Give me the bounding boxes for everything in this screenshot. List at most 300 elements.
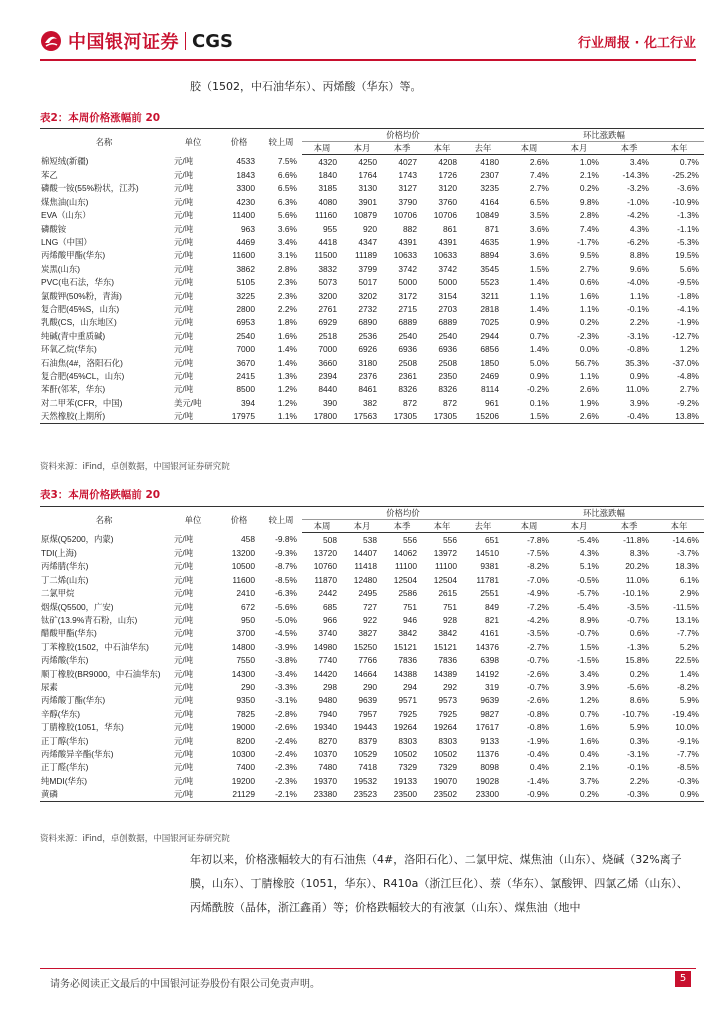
row-name-cell: EVA（山东） [41, 210, 91, 221]
table-cell: 849 [485, 601, 499, 612]
table-row [40, 262, 704, 275]
table-cell: 元/吨 [174, 344, 194, 355]
table-row [40, 222, 704, 235]
table-cell: -7.8% [527, 534, 549, 545]
table-cell: 1.2% [679, 344, 699, 355]
table-cell: 19028 [475, 775, 499, 786]
table-cell: 元/吨 [174, 615, 194, 626]
table-cell: 3120 [438, 183, 457, 194]
table-cell: 7766 [358, 655, 377, 666]
table-cell: -2.3% [275, 762, 297, 773]
th-price: 价格 [218, 129, 260, 155]
table-cell: 14407 [353, 548, 377, 559]
table-cell: -4.2% [627, 210, 649, 221]
th-chg-group: 环比涨跌幅 [504, 129, 704, 142]
table-cell: 2307 [480, 170, 499, 181]
table-cell: 2.3% [277, 290, 297, 301]
table-cell: -1.0% [627, 196, 649, 207]
table-cell: 元/吨 [174, 681, 194, 692]
table-cell: -5.6% [627, 681, 649, 692]
row-name-cell: TDI(上海) [41, 548, 77, 559]
row-name-cell: 环氧乙烷(华东) [41, 344, 97, 355]
table-cell: -2.6% [275, 722, 297, 733]
table-row [40, 182, 704, 195]
table-cell: 10849 [475, 210, 499, 221]
row-name-cell: 尿素 [41, 681, 58, 692]
table-cell: 3202 [358, 290, 377, 301]
table-cell: -2.3% [275, 775, 297, 786]
th-avg-group: 价格均价 [302, 129, 504, 142]
table2-source: 资料来源：iFind，卓创数据，中国银河证券研究院 [40, 462, 230, 472]
table-cell: 1.2% [277, 397, 297, 408]
row-name-cell: 氯酸钾(50%粉，青海) [41, 290, 122, 301]
table-cell: -9.1% [677, 735, 699, 746]
table-cell: -9.8% [275, 534, 297, 545]
table-cell: 920 [363, 223, 377, 234]
table-cell: 元/吨 [174, 237, 194, 248]
page-number: 5 [675, 971, 691, 987]
table-cell: 1.6% [277, 330, 297, 341]
table-cell: 7329 [398, 762, 417, 773]
table-row [40, 316, 704, 329]
table-cell: -1.9% [527, 735, 549, 746]
table-cell: -5.4% [577, 601, 599, 612]
table-cell: 290 [241, 681, 255, 692]
table-cell: 7400 [236, 762, 255, 773]
table-cell: 4.3% [629, 223, 649, 234]
table-cell: -1.9% [677, 317, 699, 328]
table-cell: -9.2% [677, 397, 699, 408]
table-cell: 17305 [422, 409, 462, 423]
table-cell: 6936 [398, 344, 417, 355]
table-cell: -0.8% [527, 708, 549, 719]
table-cell: 1.4% [277, 344, 297, 355]
table-cell: 10502 [393, 748, 417, 759]
table-cell: 1726 [438, 170, 457, 181]
table-cell: 727 [363, 601, 377, 612]
table-cell: 元/吨 [174, 277, 194, 288]
row-name-cell: 苯酐(邻苯，华东) [41, 384, 106, 395]
table-cell: 元/吨 [174, 317, 194, 328]
table-cell: 元/吨 [174, 290, 194, 301]
table-cell: 2350 [438, 370, 457, 381]
table-cell: 17800 [302, 409, 342, 423]
table-cell: 元/吨 [168, 787, 218, 801]
table-cell: -2.4% [275, 735, 297, 746]
table-cell: 3832 [318, 263, 337, 274]
table-cell: 14062 [393, 548, 417, 559]
table-cell: 5.2% [679, 641, 699, 652]
footer-divider [40, 968, 696, 969]
table-cell: 4230 [236, 196, 255, 207]
table-cell: 2586 [398, 588, 417, 599]
table-cell: 1840 [318, 170, 337, 181]
table-row [40, 560, 704, 573]
table-row [40, 680, 704, 693]
table-cell: 元/吨 [174, 628, 194, 639]
table-cell: 2518 [318, 330, 337, 341]
table-cell: 2540 [438, 330, 457, 341]
table-cell: 5.9% [679, 695, 699, 706]
table-cell: 4027 [398, 156, 417, 167]
table-cell: 950 [241, 615, 255, 626]
table-cell: -5.0% [275, 615, 297, 626]
table-cell: 882 [403, 223, 417, 234]
table-cell: 11160 [314, 210, 337, 221]
table-cell: 0.6% [579, 277, 599, 288]
table-cell: 19000 [231, 722, 255, 733]
table-cell: 872 [403, 397, 417, 408]
table-cell: -10.7% [622, 708, 649, 719]
table-cell: 13972 [433, 548, 457, 559]
table-cell: 1.1% [629, 290, 649, 301]
row-name-cell: 磷酸一铵(55%粉状，江苏) [41, 183, 139, 194]
table-cell: -5.4% [577, 534, 599, 545]
table-cell: 1.2% [277, 384, 297, 395]
table-cell: 0.9% [629, 370, 649, 381]
table-row [40, 707, 704, 720]
table-cell: 4.3% [579, 548, 599, 559]
table-cell: 458 [241, 534, 255, 545]
table-cell: 2361 [398, 370, 417, 381]
table-cell: 3740 [318, 628, 337, 639]
table-cell: 11.0% [625, 384, 649, 395]
table-cell: 11418 [354, 561, 377, 572]
logo-cn-text: 中国银河证券 [68, 32, 179, 53]
table-cell: -4.8% [677, 370, 699, 381]
table-cell: 11100 [394, 561, 417, 572]
table-cell: 922 [363, 615, 377, 626]
row-name-cell: 正丁醇(华东) [41, 735, 89, 746]
table-row [40, 667, 704, 680]
table-cell: -2.7% [527, 641, 549, 652]
table-cell: -0.4% [527, 748, 549, 759]
table-row [40, 720, 704, 733]
table-cell: 2540 [236, 330, 255, 341]
table-cell: 14420 [313, 668, 337, 679]
table-cell: 19.5% [675, 250, 699, 261]
table-cell: -3.8% [275, 655, 297, 666]
table-cell: 元/吨 [174, 655, 194, 666]
table-row [40, 383, 704, 396]
table-cell: 4418 [318, 237, 337, 248]
table-row [40, 302, 704, 315]
table-row [40, 787, 704, 801]
table-cell: 13720 [313, 548, 337, 559]
table-cell: 0.1% [529, 397, 549, 408]
table-cell: 6.5% [277, 183, 297, 194]
row-name-cell: 丙烯酸(华东) [41, 655, 89, 666]
table-cell: 4250 [358, 156, 377, 167]
table-cell: 1.9% [579, 397, 599, 408]
th-name: 名称 [40, 129, 168, 155]
table-cell: 0.2% [579, 183, 599, 194]
table-cell: 2536 [358, 330, 377, 341]
table-cell: 4080 [318, 196, 337, 207]
table-cell: 18.3% [675, 561, 699, 572]
th-avg-col: 本季 [382, 142, 422, 155]
table-cell: 685 [323, 601, 337, 612]
table-cell: 元/吨 [174, 357, 194, 368]
table-cell: 35.3% [625, 357, 649, 368]
table-cell: 3700 [236, 628, 255, 639]
th-chg-col: 本年 [654, 142, 704, 155]
table-cell: 3185 [318, 183, 337, 194]
table-row [40, 774, 704, 787]
table-cell: 8270 [318, 735, 337, 746]
table-cell: 元/吨 [174, 588, 194, 599]
table-cell: 19370 [313, 775, 337, 786]
table-cell: -0.2% [527, 384, 549, 395]
table-cell: 2761 [318, 303, 337, 314]
table-cell: 0.7% [579, 708, 599, 719]
table-cell: -3.4% [275, 668, 297, 679]
table-cell: 元/吨 [174, 303, 194, 314]
table2-price-rise [40, 128, 704, 424]
table-cell: 7957 [358, 708, 377, 719]
table-cell: -0.7% [627, 615, 649, 626]
table-cell: 11870 [314, 574, 337, 585]
table-cell: 8.8% [629, 250, 649, 261]
row-name-cell: 丁苯橡胶(1502，中石油华东) [41, 641, 149, 652]
table-cell: 元/吨 [168, 409, 218, 423]
table-cell: 294 [403, 681, 417, 692]
row-name-cell: 丙烯酸丁酯(华东) [41, 695, 106, 706]
bottom-paragraph: 年初以来，价格涨幅较大的有石油焦（4#，洛阳石化）、二氯甲烷、煤焦油（山东）、烧碱（32%离子膜，山东）、丁腈橡胶（1051，华东）、R410a（浙江巨化）、萘（华东）、氯酸钾、四氯乙烯（山东）、丙烯酰胺（晶体，浙江鑫甬）等；价格跌幅较大的有液氯（山东）、煤焦油（地中 [190, 853, 688, 914]
table-cell: -0.4% [604, 409, 654, 423]
row-name-cell: 棉短绒(新疆) [41, 156, 89, 167]
row-name-cell: 黄磷 [40, 787, 168, 801]
table-cell: -3.5% [527, 628, 549, 639]
table-cell: 元/吨 [174, 722, 194, 733]
table-cell: 3790 [398, 196, 417, 207]
table-cell: 元/吨 [174, 548, 194, 559]
table-row [40, 396, 704, 409]
table-cell: 751 [443, 601, 457, 612]
table-cell: 8461 [358, 384, 377, 395]
table-cell: 11376 [476, 748, 499, 759]
table-cell: 5073 [318, 277, 337, 288]
table-row [40, 249, 704, 262]
table-cell: 6953 [236, 317, 255, 328]
table-cell: 8200 [236, 735, 255, 746]
table-cell: 5.6% [277, 210, 297, 221]
row-name-cell: 石油焦(4#，洛阳石化) [41, 357, 123, 368]
table-cell: -7.5% [527, 548, 549, 559]
table-cell: 2.2% [277, 303, 297, 314]
table-cell: -0.8% [527, 722, 549, 733]
table-cell: 390 [323, 397, 337, 408]
table-cell: 5000 [438, 277, 457, 288]
table-cell: 元/吨 [174, 748, 194, 759]
table-cell: 3211 [480, 290, 499, 301]
table-cell: 3.6% [529, 223, 549, 234]
table-cell: 11600 [232, 250, 255, 261]
table-cell: 19264 [393, 722, 417, 733]
table-cell: 3225 [236, 290, 255, 301]
table-cell: -8.7% [275, 561, 297, 572]
table-cell: 14388 [393, 668, 417, 679]
table-cell: -9.3% [275, 548, 297, 559]
table-cell: 2818 [480, 303, 499, 314]
table-cell: 7.4% [529, 170, 549, 181]
table-row [40, 546, 704, 559]
row-name-cell: 复合肥(45%S，山东) [41, 303, 120, 314]
table-cell: 1.6% [579, 722, 599, 733]
table-cell: 10.0% [675, 722, 699, 733]
table3-source: 资料来源：iFind，卓创数据，中国银河证券研究院 [40, 834, 230, 844]
table-cell: 4320 [318, 156, 337, 167]
table-cell: -1.3% [627, 641, 649, 652]
table-cell: -0.5% [577, 574, 599, 585]
table-cell: 6.3% [277, 196, 297, 207]
th-wow: 较上周 [260, 507, 302, 533]
row-name-cell: 纯碱(青中重质碱) [41, 330, 106, 341]
table-cell: 5.0% [529, 357, 549, 368]
table-cell: 1.4% [529, 303, 549, 314]
logo-emblem-icon [40, 30, 62, 52]
table-cell: 17617 [475, 722, 499, 733]
table-cell: 19443 [353, 722, 377, 733]
table-cell: 751 [403, 601, 417, 612]
table-cell: 2.8% [579, 210, 599, 221]
table-cell: 3545 [480, 263, 499, 274]
row-name-cell: PVC(电石法，华东) [41, 277, 115, 288]
table-cell: 元/吨 [174, 641, 194, 652]
table-cell: 2410 [236, 588, 255, 599]
table-cell: 22.5% [675, 655, 699, 666]
row-name-cell: 煤焦油(山东) [41, 196, 89, 207]
table-cell: -1.1% [677, 223, 699, 234]
table-cell: -5.6% [275, 601, 297, 612]
table-cell: 10529 [353, 748, 377, 759]
table-cell: 元/吨 [174, 384, 194, 395]
table-cell: 2508 [398, 357, 417, 368]
table-cell: 3.5% [529, 210, 549, 221]
table-cell: 5105 [236, 277, 255, 288]
footer-disclaimer: 请务必阅读正文最后的中国银河证券股份有限公司免责声明。 [50, 979, 320, 990]
table-cell: 元/吨 [174, 534, 194, 545]
table-cell: 10633 [393, 250, 417, 261]
th-price: 价格 [218, 507, 260, 533]
row-name-cell: 原煤(Q5200，内蒙) [41, 534, 114, 545]
table-cell: 8114 [480, 384, 499, 395]
table-cell: -0.7% [527, 655, 549, 666]
table-cell: 13200 [231, 548, 255, 559]
logo-en-text: CGS [192, 30, 233, 52]
table-cell: -0.9% [504, 787, 554, 801]
table-cell: -2.1% [260, 787, 302, 801]
table-cell: -0.1% [627, 762, 649, 773]
table-cell: 元/吨 [174, 561, 194, 572]
table-cell: 17563 [342, 409, 382, 423]
table-row [40, 195, 704, 208]
table-cell: -14.3% [622, 170, 649, 181]
table-cell: 2.3% [277, 277, 297, 288]
table-row [40, 168, 704, 181]
table-cell: -3.1% [627, 748, 649, 759]
table-cell: 3660 [318, 357, 337, 368]
table-cell: 556 [443, 534, 457, 545]
table-cell: 1.4% [277, 357, 297, 368]
table-cell: -25.2% [672, 170, 699, 181]
table-cell: 元/吨 [174, 250, 194, 261]
table-cell: 19070 [433, 775, 457, 786]
table-cell: 946 [403, 615, 417, 626]
table-cell: 1764 [358, 170, 377, 181]
table-cell: 0.4% [529, 762, 549, 773]
row-name-cell: 二氯甲烷 [41, 588, 75, 599]
table-cell: -8.2% [677, 681, 699, 692]
table-cell: 3901 [358, 196, 377, 207]
table-cell: 2715 [398, 303, 417, 314]
table-cell: 6856 [480, 344, 499, 355]
table-cell: -2.6% [527, 668, 549, 679]
table-cell: 7.5% [277, 156, 297, 167]
table-row [40, 155, 704, 169]
table-cell: 6889 [438, 317, 457, 328]
table-cell: -14.6% [672, 534, 699, 545]
th-chg-col: 本月 [554, 520, 604, 533]
table-cell: 7000 [318, 344, 337, 355]
table-cell: 8379 [358, 735, 377, 746]
th-chg-col: 本周 [504, 520, 554, 533]
report-type-label: 行业周报 · 化工行业 [578, 36, 696, 51]
table-cell: 6929 [318, 317, 337, 328]
table-cell: 8500 [236, 384, 255, 395]
table-cell: 8303 [398, 735, 417, 746]
table-cell: 4391 [438, 237, 457, 248]
table-cell: -2.8% [275, 708, 297, 719]
table-cell: 1.1% [529, 290, 549, 301]
table-cell: 14800 [231, 641, 255, 652]
row-name-cell: 乳酸(CS，山东地区) [41, 317, 117, 328]
table-cell: 10633 [433, 250, 457, 261]
table-cell: 11500 [314, 250, 337, 261]
th-chg-col: 本年 [654, 520, 704, 533]
table-cell: -2.6% [527, 695, 549, 706]
table-cell: 3300 [236, 183, 255, 194]
table-cell: -6.3% [275, 588, 297, 599]
table-cell: 19340 [313, 722, 337, 733]
th-avg-col: 本周 [302, 520, 342, 533]
table-cell: -5.3% [677, 237, 699, 248]
table-cell: -0.1% [627, 303, 649, 314]
logo-separator [185, 32, 186, 50]
th-avg-col: 本季 [382, 520, 422, 533]
table-cell: 2376 [358, 370, 377, 381]
table-cell: 1743 [398, 170, 417, 181]
table-cell: -8.2% [527, 561, 549, 572]
table-cell: -4.5% [275, 628, 297, 639]
table-cell: -2.4% [275, 748, 297, 759]
table-cell: 2.7% [679, 384, 699, 395]
table-cell: 556 [403, 534, 417, 545]
table-cell: 23502 [422, 787, 462, 801]
row-name-cell: LNG（中国） [41, 237, 92, 248]
table-row [40, 654, 704, 667]
table-cell: 319 [485, 681, 499, 692]
table-cell: -2.3% [577, 330, 599, 341]
table-row [40, 734, 704, 747]
table-cell: 292 [443, 681, 457, 692]
table-cell: 3862 [236, 263, 255, 274]
table-cell: 元/吨 [174, 601, 194, 612]
table-cell: 871 [485, 223, 499, 234]
table-cell: 0.2% [554, 787, 604, 801]
row-name-cell: 丁二烯(山东) [41, 574, 89, 585]
table-cell: -3.9% [275, 641, 297, 652]
